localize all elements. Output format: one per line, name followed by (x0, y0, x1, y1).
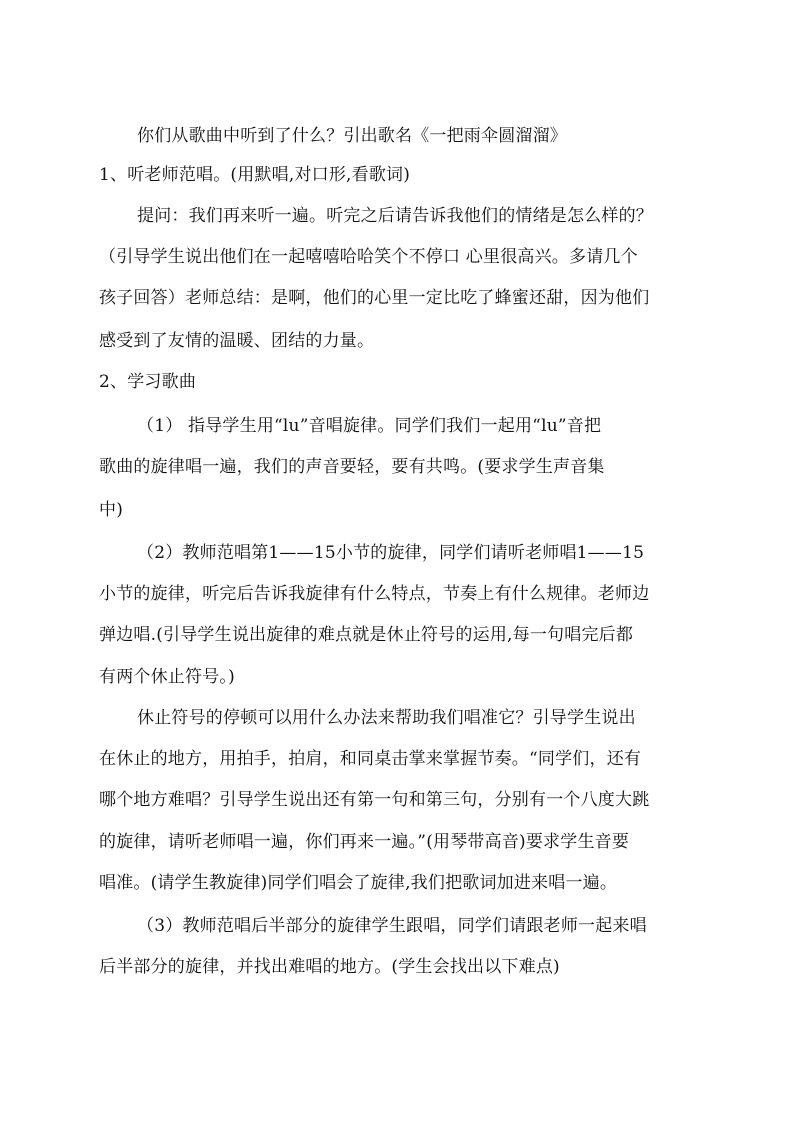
text-line-item-1: （1） 指导学生用“lu”音唱旋律。同学们我们一起用“lu”音把 (137, 416, 602, 436)
text-line-question-cont-2: 孩子回答）老师总结：是啊，他们的心里一定比吃了蜂蜜还甜，因为他们 (99, 288, 650, 308)
text-line-item-2: （2）教师范唱第1——15小节的旋律，同学们请听老师唱1——15 (137, 543, 645, 563)
text-line-item-1-cont-2: 中) (99, 500, 124, 520)
text-line-step-2-heading: 2、学习歌曲 (99, 372, 197, 392)
text-line-item-2-cont-2: 弹边唱.(引导学生说出旋律的难点就是休止符号的运用,每一句唱完后都 (99, 625, 634, 645)
text-line-question-cont-1: （引导学生说出他们在一起嘻嘻哈哈笑个不停口 心里很高兴。多请几个 (99, 247, 638, 267)
text-line-intro: 你们从歌曲中听到了什么？引出歌名《一把雨伞圆溜溜》 (137, 126, 567, 146)
text-line-item-3-cont-1: 后半部分的旋律，并找出难唱的地方。(学生会找出以下难点) (99, 957, 560, 977)
text-line-rest-cont-3: 的旋律，请听老师唱一遍，你们再来一遍。”(用琴带高音)要求学生音要 (99, 832, 630, 852)
text-line-step-1-heading: 1、听老师范唱。(用默唱,对口形,看歌词) (99, 165, 411, 185)
text-line-rest-cont-1: 在休止的地方，用拍手，拍肩，和同桌击掌来掌握节奏。“同学们，还有 (99, 749, 642, 769)
text-line-question: 提问：我们再来听一遍。听完之后请告诉我他们的情绪是怎么样的？ (137, 206, 653, 226)
text-line-question-cont-3: 感受到了友情的温暖、团结的力量。 (99, 331, 375, 351)
text-line-item-2-cont-1: 小节的旋律，听完后告诉我旋律有什么特点，节奏上有什么规律。老师边 (99, 584, 650, 604)
text-line-item-1-cont-1: 歌曲的旋律唱一遍，我们的声音要轻，要有共鸣。(要求学生声音集 (99, 457, 605, 477)
text-line-item-3: （3）教师范唱后半部分的旋律学生跟唱，同学们请跟老师一起来唱 (137, 916, 647, 936)
text-line-rest-paragraph: 休止符号的停顿可以用什么办法来帮助我们唱准它？引导学生说出 (137, 708, 636, 728)
text-line-rest-cont-2: 哪个地方难唱？引导学生说出还有第一句和第三句，分别有一个八度大跳 (99, 790, 650, 810)
text-line-item-2-cont-3: 有两个休止符号。) (99, 667, 235, 687)
text-line-rest-cont-4: 唱准。(请学生教旋律)同学们唱会了旋律,我们把歌词加进来唱一遍。 (99, 873, 618, 893)
